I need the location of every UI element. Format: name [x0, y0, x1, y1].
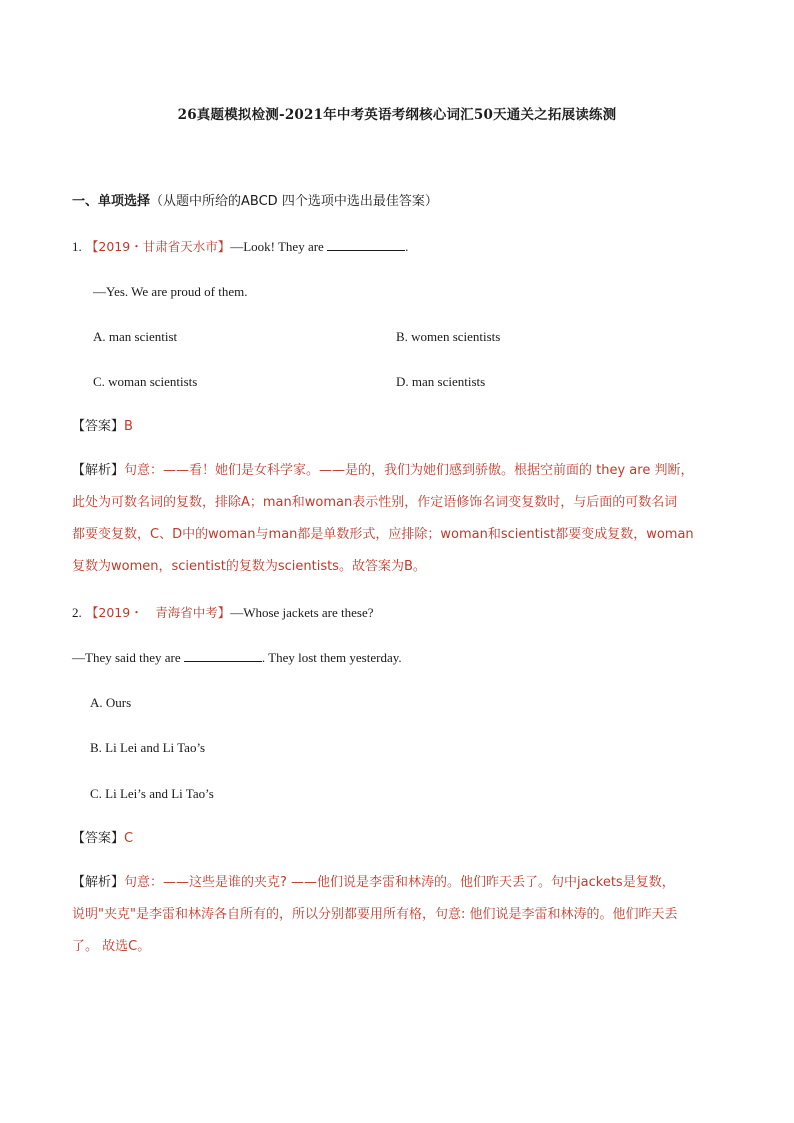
question-stem-end: .	[405, 239, 409, 254]
option-a: A. man scientist	[93, 329, 178, 344]
answer-label: 【答案】	[72, 831, 125, 846]
reply-text-end: . They lost them yesterday.	[261, 650, 402, 665]
analysis-line: 此处为可数名词的复数，排除A；man和woman表示性别，作定语修饰名词变复数时，与后面的可数名词	[72, 495, 678, 510]
analysis-text: 句意：——看！她们是女科学家。——是的，我们为她们感到骄傲。根据空前面的 they are 判断，	[124, 463, 694, 478]
analysis-line: 都要变复数，C、D中的woman与man都是单数形式，应排除；woman和scientist都要变成复数，woman	[72, 527, 694, 542]
option-a: A. Ours	[90, 695, 132, 710]
question-stem-text: —Look! They are	[230, 239, 328, 254]
analysis-2	[72, 867, 732, 963]
answer-value: C	[124, 831, 134, 846]
answer-value: B	[124, 419, 133, 434]
analysis-line	[72, 455, 732, 487]
question-2-reply	[72, 649, 402, 667]
document-title: 26真题模拟检测-2021年中考英语考纲核心词汇50天通关之拓展读练测	[177, 107, 617, 123]
option-b: B. Li Lei and Li Tao’s	[90, 740, 206, 755]
option-c: C. Li Lei’s and Li Tao’s	[90, 786, 214, 801]
question-stem-text: —Whose jackets are these?	[230, 605, 374, 620]
option-c: C. woman scientists	[93, 374, 198, 389]
analysis-line: 了。 故选C。	[72, 939, 151, 954]
section-label: 一、单项选择	[72, 194, 151, 209]
option-d: D. man scientists	[396, 374, 486, 389]
analysis-1	[72, 455, 732, 583]
analysis-label: 【解析】	[72, 875, 125, 890]
question-source: 【2019・甘肃省天水市】	[85, 239, 231, 254]
question-1-stem	[72, 238, 408, 257]
answer-label: 【答案】	[72, 419, 125, 434]
question-number: 1.	[72, 239, 82, 254]
reply-text: —They said they are	[72, 650, 184, 665]
analysis-label: 【解析】	[72, 463, 125, 478]
question-number: 2.	[72, 605, 82, 620]
section-note: （从题中所给的ABCD 四个选项中选出最佳答案）	[150, 194, 438, 209]
question-source: 【2019・ 青海省中考】	[85, 605, 231, 620]
answer-line-2	[72, 830, 133, 848]
section-heading	[72, 193, 438, 211]
answer-line-1	[72, 418, 133, 436]
answer-blank	[327, 238, 405, 251]
question-1-reply: —Yes. We are proud of them.	[93, 284, 248, 299]
analysis-line: 复数为women，scientist的复数为scientists。故答案为B。	[72, 559, 426, 574]
option-b: B. women scientists	[396, 329, 501, 344]
answer-blank	[184, 649, 262, 662]
question-2-stem	[72, 604, 374, 623]
analysis-text: 句意：——这些是谁的夹克? ——他们说是李雷和林涛的。他们昨天丢了。句中jackets是复数，	[124, 875, 675, 890]
analysis-line: 说明"夹克"是李雷和林涛各自所有的，所以分别都要用所有格，句意: 他们说是李雷和林涛的。他们昨天丢	[72, 907, 678, 922]
analysis-line	[72, 867, 732, 899]
